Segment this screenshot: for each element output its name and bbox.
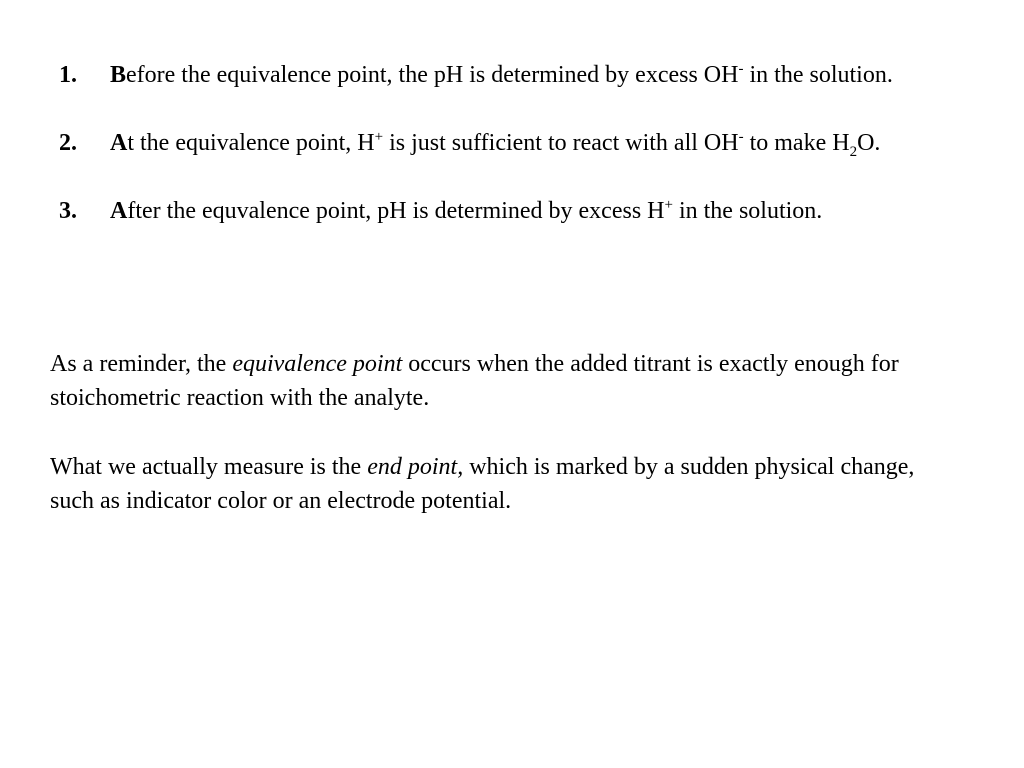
reminder-paragraph (50, 347, 950, 415)
text-segment: fter the equvalence point, pH is determined by excess H (127, 198, 665, 224)
superscript: + (664, 197, 673, 213)
emphasis-term: equivalence point (232, 351, 403, 377)
lead-letter: A (110, 130, 128, 156)
superscript: + (374, 129, 384, 145)
text-segment: is just sufficient to react with all OH (383, 130, 739, 156)
text-segment: which is marked by a sudden physical change, such as indicator color or an electrode potential. (50, 454, 915, 514)
list-item-text (110, 58, 970, 92)
emphasis-term: end point, (367, 454, 464, 480)
list-item-text (110, 194, 1010, 228)
numbered-list (0, 58, 1024, 262)
text-segment: efore the equivalence point, the pH is determined by excess OH (126, 62, 739, 88)
list-item-3 (0, 194, 1024, 228)
text-segment: in the solution. (672, 198, 823, 224)
text-segment: O. (857, 130, 881, 156)
text-segment: in the solution. (743, 62, 893, 88)
list-number: 2. (59, 130, 77, 156)
list-item-text (110, 126, 910, 160)
text-segment: to make H (743, 130, 850, 156)
list-number: 1. (59, 62, 77, 88)
list-number: 3. (59, 198, 77, 224)
text-segment: t the equivalence point, H (127, 130, 375, 156)
text-segment: What we actually measure is the (50, 454, 368, 480)
end-point-paragraph (50, 450, 950, 518)
lead-letter: B (110, 62, 127, 88)
list-item-2 (0, 126, 1024, 160)
list-item-1 (0, 58, 1024, 92)
superscript: - (738, 61, 744, 77)
lead-letter: A (110, 198, 128, 224)
subscript: 2 (849, 144, 858, 160)
text-segment: occurs when the added titrant is exactly enough for stoichometric reaction with the analyte. (50, 351, 899, 411)
superscript: - (738, 129, 744, 145)
text-segment: As a reminder, the (50, 351, 233, 377)
